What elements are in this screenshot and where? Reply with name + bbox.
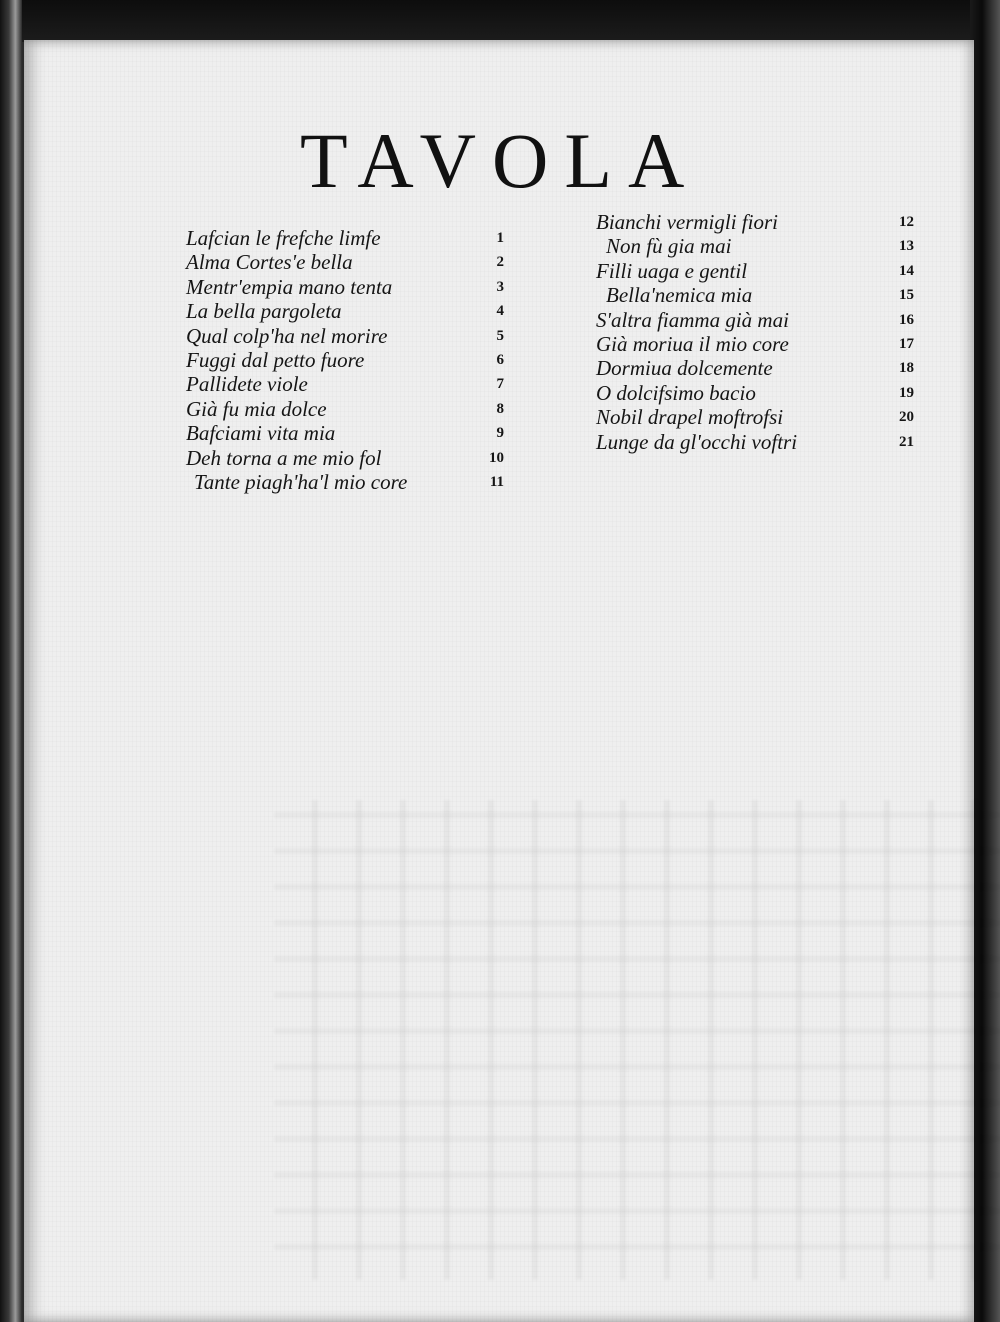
index-entry	[186, 470, 516, 494]
entry-page-number: 9	[496, 425, 504, 442]
index-entry	[186, 226, 516, 250]
entry-title: Bianchi vermigli fiori	[596, 210, 778, 234]
entry-title: Lafcian le frefche limfe	[186, 226, 381, 250]
entry-page-number: 18	[899, 360, 914, 377]
entry-title: Non fù gia mai	[606, 234, 732, 259]
entry-title: Filli uaga e gentil	[596, 258, 748, 283]
entry-title: Bella'nemica mia	[606, 283, 753, 308]
entry-title: La bella pargoleta	[186, 299, 342, 324]
page-title: TAVOLA	[300, 117, 701, 204]
index-entry	[596, 283, 926, 307]
entry-page-number: 11	[489, 473, 504, 490]
entry-page-number: 21	[899, 433, 914, 450]
index-entry	[596, 430, 926, 454]
entry-title: Pallidete viole	[186, 372, 308, 397]
entry-page-number: 20	[899, 409, 914, 426]
index-column-left	[186, 226, 516, 494]
index-entry	[596, 356, 926, 380]
entry-page-number: 4	[496, 303, 504, 320]
index-entry	[596, 308, 926, 332]
entry-title: Bafciami vita mia	[186, 421, 336, 446]
show-through-music-notation	[274, 800, 1000, 1280]
index-entry	[186, 250, 516, 274]
entry-page-number: 13	[899, 238, 914, 255]
entry-title: Alma Cortes'e bella	[186, 250, 353, 275]
entry-title: Nobil drapel moftrofsi	[596, 405, 784, 430]
entry-title: Lunge da gl'occhi voftri	[596, 429, 798, 454]
index-entry	[596, 210, 926, 234]
index-entry	[596, 405, 926, 429]
index-entry	[186, 348, 516, 372]
index-entry	[186, 324, 516, 348]
entry-page-number: 7	[496, 376, 504, 393]
entry-title: S'altra fiamma già mai	[596, 307, 789, 332]
index-column-right	[596, 210, 926, 454]
entry-title: Già fu mia dolce	[186, 396, 327, 421]
index-entry	[186, 397, 516, 421]
entry-page-number: 5	[496, 327, 504, 344]
index-entry	[596, 259, 926, 283]
entry-title: Tante piagh'ha'l mio core	[194, 469, 408, 494]
index-entry	[596, 332, 926, 356]
entry-title: Dormiua dolcemente	[596, 356, 773, 381]
entry-page-number: 8	[496, 400, 504, 417]
book-top-edge	[0, 0, 1000, 42]
entry-page-number: 1	[496, 230, 504, 246]
entry-title: Fuggi dal petto fuore	[186, 347, 365, 372]
entry-page-number: 2	[496, 254, 504, 271]
entry-page-number: 6	[496, 351, 504, 368]
entry-title: Mentr'empia mano tenta	[186, 274, 393, 299]
entry-page-number: 19	[899, 384, 914, 401]
entry-page-number: 15	[899, 287, 914, 304]
index-entry	[186, 446, 516, 470]
entry-title: Qual colp'ha nel morire	[186, 323, 388, 348]
entry-page-number: 10	[489, 449, 504, 466]
entry-page-number: 17	[899, 335, 914, 352]
entry-page-number: 12	[899, 214, 914, 230]
index-entry	[186, 275, 516, 299]
index-entry	[186, 299, 516, 323]
book-binding-edge	[0, 0, 22, 1322]
index-entry	[186, 421, 516, 445]
index-entry	[596, 234, 926, 258]
entry-title: Deh torna a me mio fol	[186, 445, 382, 470]
entry-page-number: 16	[899, 311, 914, 328]
index-entry	[186, 372, 516, 396]
entry-title: Già moriua il mio core	[596, 331, 789, 356]
entry-title: O dolcifsimo bacio	[596, 380, 756, 405]
entry-page-number: 3	[496, 278, 504, 295]
index-entry	[596, 381, 926, 405]
entry-page-number: 14	[899, 262, 914, 279]
